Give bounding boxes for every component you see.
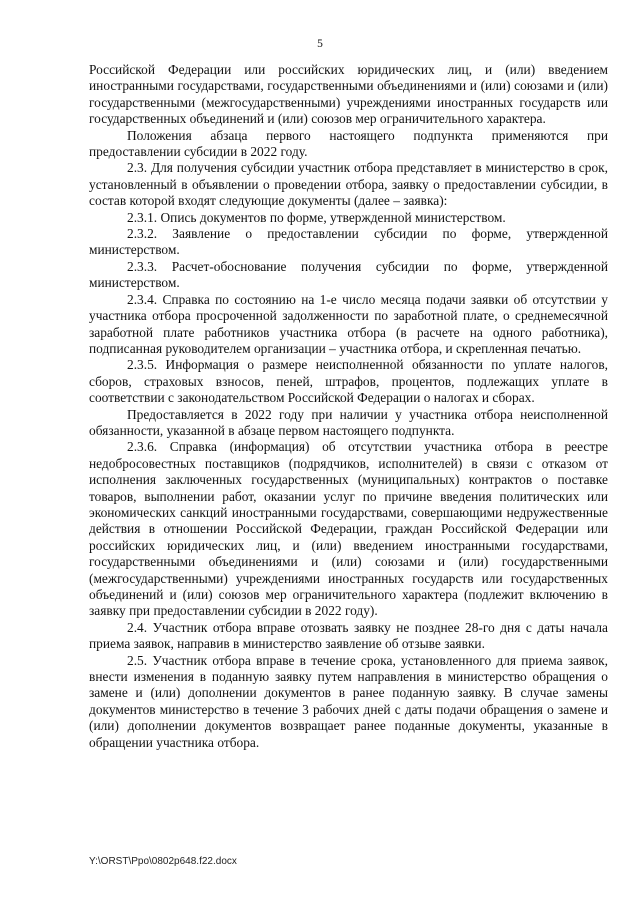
paragraph: 2.3.4. Справка по состоянию на 1-е число месяца подачи заявки об отсутствии у участника отбора просроченной задолженности по заработной плате, о среднемесячной заработной плате работников участника отбора (в расчете на одного работника), подписанная руководителем организации – участника отбора, и скрепленная печатью. xyxy=(89,291,608,356)
file-path-footer: Y:\ORST\Ppo\0802p648.f22.docx xyxy=(89,856,237,867)
paragraph: Положения абзаца первого настоящего подпункта применяются при предоставлении субсидии в 2022 году. xyxy=(89,127,608,160)
paragraph: 2.3.5. Информация о размере неисполненной обязанности по уплате налогов, сборов, страховых взносов, пеней, штрафов, процентов, подлежащих уплате в соответствии с законодательством Российской Федерации о налогах и сборах. xyxy=(89,357,608,406)
paragraph: 2.4. Участник отбора вправе отозвать заявку не позднее 28-го дня с даты начала приема заявок, направив в министерство заявление об отзыве заявки. xyxy=(89,619,608,652)
paragraph: 2.3.6. Справка (информация) об отсутствии участника отбора в реестре недобросовестных поставщиков (подрядчиков, исполнителей) в связи с отказом от исполнения заключенных государственных (муниципальных) контрактов о поставке товаров, выполнении работ, оказании услуг по причине введения политических или экономических санкций иностранными государствами, совершающими недружественные действия в отношении Российской Федерации, граждан Российской Федерации или российских юридических лиц, и (или) введением иностранными государствами, государственными объединениями и (или) союзами и (или) государственными (межгосударственными) учреждениями иностранных государств или государственных объединений и (или) союзов мер ограничительного характера (подлежит включению в заявку при предоставлении субсидии в 2022 году). xyxy=(89,439,608,619)
paragraph: 2.3.1. Опись документов по форме, утвержденной министерством. xyxy=(127,209,506,225)
document-body xyxy=(89,62,608,751)
paragraph: Предоставляется в 2022 году при наличии у участника отбора неисполненной обязанности, указанной в абзаце первом настоящего подпункта. xyxy=(89,406,608,438)
paragraph: 2.3.3. Расчет-обоснование получения субсидии по форме, утвержденной министерством. xyxy=(89,258,608,291)
paragraph: Российской Федерации или российских юридических лиц, и (или) введением иностранными государствами, государственными объединениями и (или) союзами и (или) государственными (межгосударственными) учреждениями иностранных государств или государственных объединений и (или) союзов мер ограничительного характера. xyxy=(89,62,608,127)
page-number: 5 xyxy=(317,38,323,50)
paragraph: 2.3. Для получения субсидии участник отбора представляет в министерство в срок, установленный в объявлении о проведении отбора, заявку о предоставлении субсидии, в состав которой входят следующие документы (далее – заявка): xyxy=(89,160,608,209)
paragraph: 2.3.2. Заявление о предоставлении субсидии по форме, утвержденной министерством. xyxy=(89,226,608,258)
paragraph: 2.5. Участник отбора вправе в течение срока, установленного для приема заявок, внести изменения в поданную заявку путем направления в министерство обращения о замене и (или) дополнении документов в ранее поданную заявку. В случае замены документов министерство в течение 3 рабочих дней с даты подачи обращения о замене и (или) дополнении документов возвращает ранее поданные документы, указанные в обращении участника отбора. xyxy=(89,652,608,750)
